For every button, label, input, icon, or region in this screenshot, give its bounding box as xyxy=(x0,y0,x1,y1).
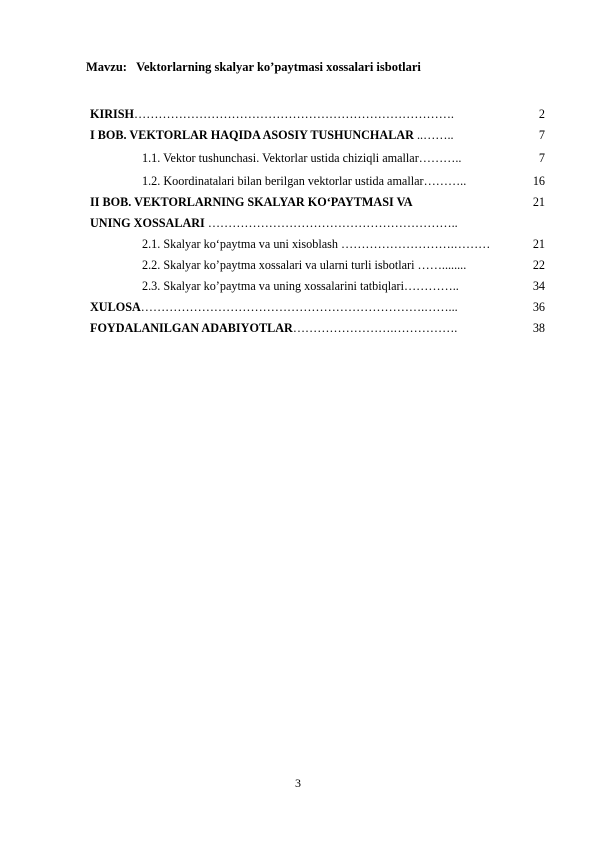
toc-entry-page: 34 xyxy=(532,279,545,293)
table-of-contents xyxy=(90,104,545,339)
toc-entry-page: 7 xyxy=(538,128,545,142)
page-number: 3 xyxy=(295,776,301,790)
toc-entry-section-2-3 xyxy=(90,276,545,297)
toc-entry-references xyxy=(90,318,545,339)
toc-entry-leader: ..…….. xyxy=(413,128,454,142)
toc-entry-leader: ……….. xyxy=(423,174,467,188)
toc-entry-page: 21 xyxy=(532,195,545,209)
toc-entry-chapter-2-cont xyxy=(90,213,545,234)
toc-entry-label: 2.2. Skalyar ko’paytma xossalari va ularni turli isbotlari xyxy=(142,258,415,272)
toc-entry-section-2-1 xyxy=(90,234,545,255)
toc-entry-leader: ……………………….……… xyxy=(337,237,491,251)
toc-entry-page: 7 xyxy=(538,151,545,165)
toc-entry-label: KIRISH xyxy=(90,107,135,121)
toc-entry-chapter-1 xyxy=(90,125,545,146)
toc-entry-leader: ……………………………………………………………………. xyxy=(134,107,454,121)
toc-entry-label: 1.2. Koordinatalari bilan berilgan vektorlar ustida amallar xyxy=(142,174,424,188)
toc-entry-label: II BOB. VEKTORLARNING SKALYAR KO‘PAYTMASI VA xyxy=(90,195,413,209)
toc-entry-leader: …………………………………………………….. xyxy=(204,216,458,230)
toc-entry-page: 16 xyxy=(532,174,545,188)
toc-entry-section-1-1 xyxy=(90,146,545,171)
toc-entry-chapter-2 xyxy=(90,192,545,213)
page-title: Mavzu: Vektorlarning skalyar ko’paytmasi xossalari isbotlari xyxy=(86,60,421,74)
toc-entry-leader: …………………….……………. xyxy=(292,321,458,335)
toc-entry-page: 2 xyxy=(538,107,545,121)
toc-entry-kirish xyxy=(90,104,545,125)
toc-entry-label: 2.3. Skalyar ko’paytma va uning xossalarini tatbiqlari xyxy=(142,279,404,293)
toc-entry-leader: ……........ xyxy=(414,258,467,272)
toc-entry-label: I BOB. VEKTORLAR HAQIDA ASOSIY TUSHUNCHALAR xyxy=(90,128,414,142)
toc-entry-xulosa xyxy=(90,297,545,318)
toc-entry-section-2-2 xyxy=(90,255,545,276)
toc-entry-section-1-2 xyxy=(90,171,545,192)
toc-entry-page: 38 xyxy=(532,321,545,335)
toc-entry-page: 36 xyxy=(532,300,545,314)
toc-entry-label: FOYDALANILGAN ADABIYOTLAR xyxy=(90,321,293,335)
toc-entry-page: 22 xyxy=(532,258,545,272)
toc-entry-label: UNING XOSSALARI xyxy=(90,216,205,230)
toc-entry-leader: ………….. xyxy=(403,279,459,293)
toc-entry-page: 21 xyxy=(532,237,545,251)
toc-entry-leader: ……….. xyxy=(418,151,462,165)
toc-entry-label: 2.1. Skalyar ko‘paytma va uni xisoblash xyxy=(142,237,338,251)
toc-entry-leader: …………………………………………………………….……... xyxy=(140,300,458,314)
toc-entry-label: 1.1. Vektor tushunchasi. Vektorlar ustida chiziqli amallar xyxy=(142,151,419,165)
toc-entry-label: XULOSA xyxy=(90,300,141,314)
